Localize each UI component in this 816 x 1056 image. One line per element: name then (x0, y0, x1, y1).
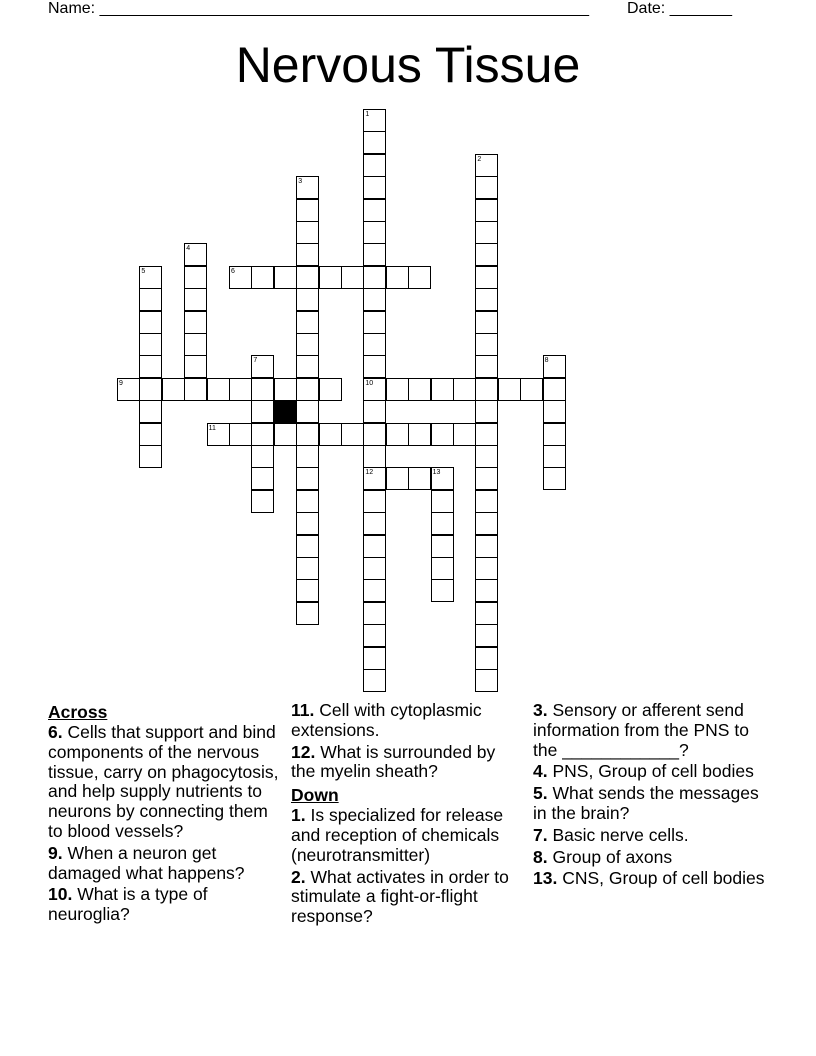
grid-cell[interactable] (139, 288, 162, 311)
grid-cell[interactable] (251, 490, 274, 513)
grid-cell[interactable] (251, 400, 274, 423)
grid-cell[interactable] (475, 355, 498, 378)
grid-cell[interactable] (475, 221, 498, 244)
clue-number: 12 (365, 469, 374, 477)
grid-cell[interactable] (475, 557, 498, 580)
grid-cell[interactable] (229, 423, 252, 446)
down-heading: Down (291, 785, 339, 806)
grid-cell[interactable] (296, 378, 319, 401)
grid-cell[interactable] (363, 266, 386, 289)
grid-cell[interactable] (363, 355, 386, 378)
grid-cell[interactable] (408, 266, 431, 289)
grid-cell[interactable] (184, 355, 207, 378)
grid-cell[interactable] (475, 423, 498, 446)
name-field: Name: _______________________________________________________ (48, 0, 589, 17)
grid-cell[interactable] (363, 647, 386, 670)
grid-cell[interactable] (296, 266, 319, 289)
across-heading: Across (48, 702, 108, 722)
grid-cell[interactable] (274, 423, 297, 446)
grid-cell[interactable] (296, 512, 319, 535)
grid-cell[interactable] (498, 378, 521, 401)
grid-cell[interactable] (475, 311, 498, 334)
grid-cell[interactable] (363, 199, 386, 222)
clue-number: 11 (208, 424, 216, 432)
down-clue-4: 4. PNS, Group of cell bodies (533, 761, 754, 782)
grid-cell[interactable] (408, 423, 431, 446)
grid-cell[interactable] (363, 557, 386, 580)
grid-cell[interactable] (296, 467, 319, 490)
grid-cell[interactable] (431, 423, 454, 446)
grid-cell[interactable] (296, 221, 319, 244)
grid-cell[interactable] (296, 445, 319, 468)
grid-cell[interactable] (475, 176, 498, 199)
grid-cell[interactable] (475, 535, 498, 558)
grid-cell[interactable] (363, 445, 386, 468)
clue-number: 13 (432, 469, 441, 477)
grid-cell[interactable] (363, 535, 386, 558)
grid-cell[interactable] (475, 445, 498, 468)
grid-cell[interactable] (386, 423, 409, 446)
grid-cell[interactable] (363, 131, 386, 154)
grid-cell[interactable] (386, 266, 409, 289)
grid-cell[interactable] (363, 221, 386, 244)
clue-number: 8 (544, 357, 549, 365)
grid-cell[interactable] (341, 266, 364, 289)
grid-cell[interactable] (475, 602, 498, 625)
grid-cell[interactable] (274, 266, 297, 289)
grid-cell[interactable] (139, 333, 162, 356)
grid-cell[interactable] (251, 378, 274, 401)
grid-cell[interactable] (475, 288, 498, 311)
grid-cell[interactable] (475, 400, 498, 423)
grid-cell[interactable] (363, 243, 386, 266)
grid-cell[interactable] (139, 445, 162, 468)
grid-cell[interactable] (251, 445, 274, 468)
grid-cell[interactable] (520, 378, 543, 401)
grid-cell[interactable] (139, 400, 162, 423)
grid-cell[interactable] (296, 557, 319, 580)
grid-cell[interactable] (296, 355, 319, 378)
grid-cell[interactable] (408, 378, 431, 401)
grid-cell[interactable] (296, 199, 319, 222)
across-clue-11: 11. Cell with cytoplasmic extensions. (291, 700, 482, 740)
grid-cell[interactable] (475, 378, 498, 401)
across-clue-9: 9. When a neuron get damaged what happens? (48, 842, 245, 883)
grid-cell[interactable] (475, 333, 498, 356)
grid-cell[interactable] (363, 176, 386, 199)
grid-cell[interactable] (363, 154, 386, 177)
grid-cell[interactable] (363, 602, 386, 625)
grid-cell[interactable] (251, 423, 274, 446)
grid-cell[interactable] (207, 378, 230, 401)
grid-block (274, 400, 297, 423)
grid-cell[interactable] (296, 311, 319, 334)
clue-column-3 (533, 701, 773, 891)
grid-cell[interactable] (274, 378, 297, 401)
grid-cell[interactable] (543, 378, 566, 401)
grid-cell[interactable] (431, 535, 454, 558)
grid-cell[interactable] (363, 400, 386, 423)
clue-number: 9 (119, 379, 123, 387)
grid-cell[interactable] (363, 624, 386, 647)
grid-cell[interactable] (184, 311, 207, 334)
grid-cell[interactable] (296, 535, 319, 558)
grid-cell[interactable] (296, 333, 319, 356)
grid-cell[interactable] (363, 311, 386, 334)
down-clue-1: 1. Is specialized for release and reception of chemicals (neurotransmitter) (291, 805, 504, 865)
clue-number: 10 (365, 379, 374, 387)
grid-cell[interactable] (408, 467, 431, 490)
clue-number: 4 (186, 245, 191, 253)
down-clue-13: 13. CNS, Group of cell bodies (533, 868, 765, 889)
grid-cell[interactable] (319, 266, 342, 289)
grid-cell[interactable] (475, 467, 498, 490)
grid-cell[interactable] (431, 512, 454, 535)
grid-cell[interactable] (363, 288, 386, 311)
grid-cell[interactable] (251, 467, 274, 490)
grid-cell[interactable] (475, 579, 498, 602)
grid-cell[interactable] (296, 243, 319, 266)
grid-cell[interactable] (475, 266, 498, 289)
grid-cell[interactable] (543, 400, 566, 423)
grid-cell[interactable] (431, 557, 454, 580)
grid-cell[interactable] (296, 579, 319, 602)
grid-cell[interactable] (296, 423, 319, 446)
down-clue-7: 7. Basic nerve cells. (533, 824, 689, 845)
across-clue-12: 12. What is surrounded by the myelin sheath? (291, 741, 496, 782)
clue-number: 3 (298, 178, 303, 186)
grid-cell[interactable] (475, 243, 498, 266)
clue-column-1 (48, 701, 280, 927)
grid-cell[interactable] (475, 199, 498, 222)
grid-cell[interactable] (453, 378, 476, 401)
grid-cell[interactable] (431, 378, 454, 401)
grid-cell[interactable] (363, 490, 386, 513)
grid-cell[interactable] (431, 490, 454, 513)
down-clue-2: 2. What activates in order to stimulate a fight-or-flight response? (291, 866, 509, 927)
grid-cell[interactable] (386, 467, 409, 490)
grid-cell[interactable] (319, 378, 342, 401)
grid-cell[interactable] (543, 423, 566, 446)
grid-cell[interactable] (184, 266, 207, 289)
clue-number: 7 (253, 357, 258, 365)
grid-cell[interactable] (475, 512, 498, 535)
clue-column-2 (291, 701, 513, 929)
down-clue-3: 3. Sensory or afferent send information from the PNS to the ____________? (533, 700, 749, 760)
down-clue-5: 5. What sends the messages in the brain? (533, 783, 759, 823)
grid-cell[interactable] (184, 333, 207, 356)
clue-number: 5 (141, 267, 146, 275)
page-title: Nervous Tissue (235, 37, 581, 93)
grid-cell[interactable] (296, 400, 319, 423)
grid-cell[interactable] (296, 602, 319, 625)
grid-cell[interactable] (475, 647, 498, 670)
grid-cell[interactable] (475, 624, 498, 647)
clue-number: 6 (231, 267, 235, 275)
grid-cell[interactable] (184, 378, 207, 401)
grid-cell[interactable] (251, 266, 274, 289)
grid-cell[interactable] (139, 311, 162, 334)
grid-cell[interactable] (184, 288, 207, 311)
clue-number: 2 (477, 155, 482, 163)
grid-cell[interactable] (431, 579, 454, 602)
grid-cell[interactable] (229, 378, 252, 401)
grid-cell[interactable] (363, 579, 386, 602)
down-clue-8: 8. Group of axons (533, 846, 673, 867)
clue-number: 1 (365, 111, 370, 118)
grid-cell[interactable] (139, 378, 162, 401)
grid-cell[interactable] (475, 669, 498, 692)
grid-cell[interactable] (363, 512, 386, 535)
across-clue-6: 6. Cells that support and bind components of the nervous tissue, carry on phagocytosis, and help supply nutrients to neurons by connecting them to blood vessels? (48, 722, 279, 841)
across-clue-10: 10. What is a type of neuroglia? (48, 884, 208, 925)
grid-cell[interactable] (453, 423, 476, 446)
grid-cell[interactable] (319, 423, 342, 446)
grid-cell[interactable] (296, 490, 319, 513)
grid-cell[interactable] (363, 423, 386, 446)
grid-cell[interactable] (543, 467, 566, 490)
grid-cell[interactable] (543, 445, 566, 468)
grid-cell[interactable] (363, 669, 386, 692)
grid-cell[interactable] (341, 423, 364, 446)
grid-cell[interactable] (363, 333, 386, 356)
grid-cell[interactable] (296, 288, 319, 311)
grid-cell[interactable] (139, 355, 162, 378)
date-field: Date: _______ (627, 0, 732, 17)
grid-cell[interactable] (139, 423, 162, 446)
grid-cell[interactable] (162, 378, 185, 401)
grid-cell[interactable] (386, 378, 409, 401)
grid-cell[interactable] (475, 490, 498, 513)
